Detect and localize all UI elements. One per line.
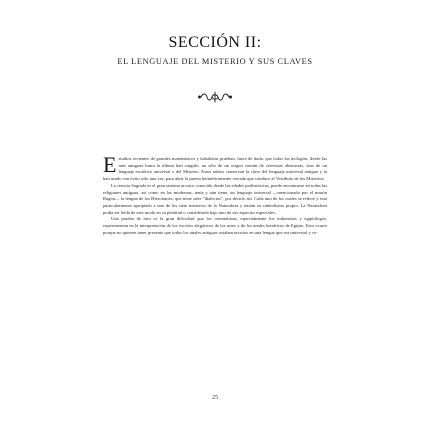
paragraph-1-text: studios recientes de grandes matemáticos y kabalistas prueban, fuera de duda, que todas las teologías, desde las más antiguas hasta la última han surgido, no sólo de un origen común de creencias abstractas, sino de un lenguaje esotérico universal o del Misterio. Estos sabios conservan la clave del lenguaje universal antiguo y la han usado con éxito sólo una vez, para abrir la puerta herméticamente cerrada que conduce al Vestíbulo de los Misterios. <box>103 156 327 182</box>
body-text <box>103 152 327 236</box>
paragraph-2: La ciencia Sagrada es el gran sistema arcaico conocido desde las edades prehistóricas, puede encontrarse en todas las religiones antiguas, así como en las modernas, tenía y aún tiene, un lenguaje universal —mencionado por el masón Ragón— la lengua de los Hierofantes, que tiene siete "dialectos", por decirlo así. Cada uno de los cuales se refiere y está particularmente apropiado a uno de los siete misterios de la Naturaleza y tenían su simbolismo propio. La Naturaleza podía ser leída de este modo en su plenitud o considerada bajo uno de sus aspectos especiales. <box>103 182 327 215</box>
section-subtitle: EL LENGUAJE DEL MISTERIO Y SUS CLAVES <box>117 57 313 66</box>
drop-cap: E <box>103 152 117 177</box>
section-title: SECCIÓN II: <box>168 34 262 51</box>
paragraph-3: Una prueba de esto es la gran dificultad que los orientalistas, especialmente los indianistas y egiptólogos, experimentan en la interpretación de los escritos alegóricos de los arios y de los anales hieráticos de Egipto. Esto ocurre porque no quieren tener presente que todos los anales antiguos estaban escritos en una lengua que era universal y co- <box>103 216 327 235</box>
page-number: 25 <box>212 395 218 401</box>
paragraph-1 <box>103 152 327 183</box>
scroll-flourish-icon <box>197 90 233 104</box>
